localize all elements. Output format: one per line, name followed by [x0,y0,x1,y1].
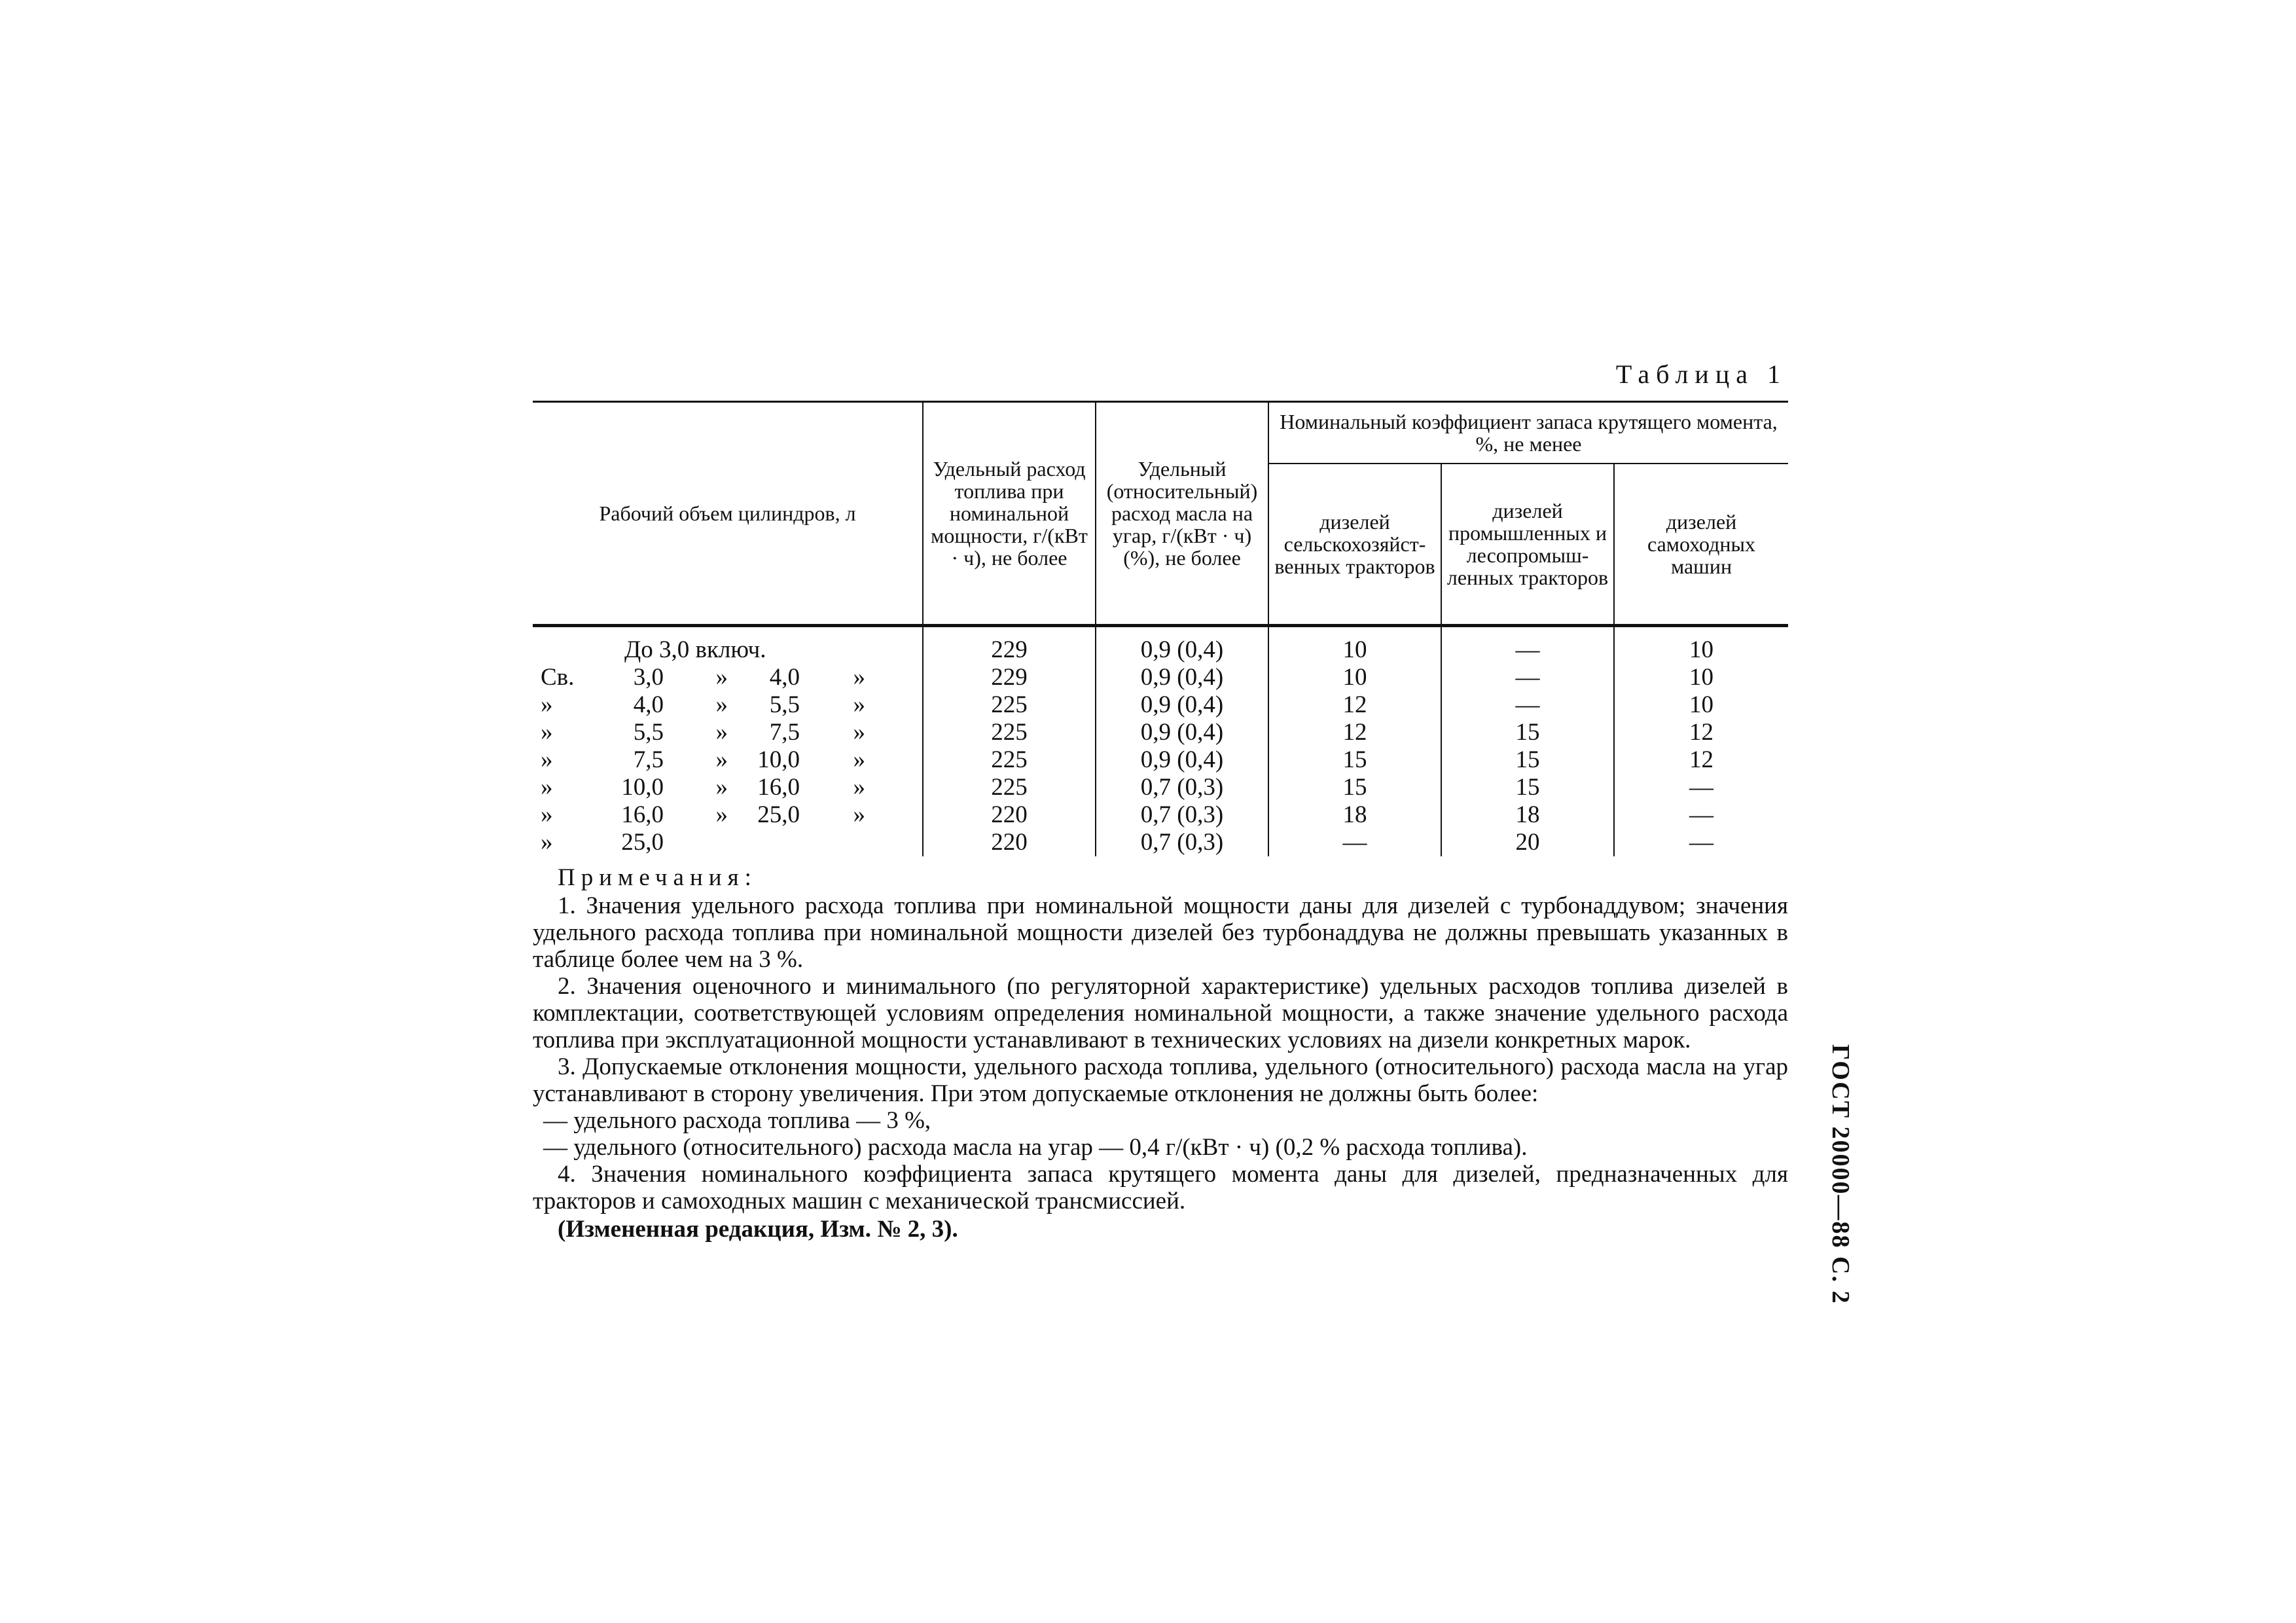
volume-from: 5,5 [633,719,664,746]
volume-cell [533,664,923,691]
volume-cell [533,801,923,829]
volume-to: 7,5 [769,719,800,746]
volume-prefix: » [541,719,553,746]
volume-prefix: » [541,691,553,718]
table-row [533,774,1788,801]
header-industrial: дизелей промышленных и лесопромыш-ленных тракторов [1441,464,1614,626]
volume-from: 16,0 [621,801,664,828]
volume-from: 7,5 [633,746,664,773]
fuel-cell: 225 [923,774,1096,801]
volume-from: 10,0 [621,774,664,801]
volume-cell [533,829,923,856]
volume-ditto: » [853,746,865,773]
specs-table [533,401,1788,856]
table-row [533,801,1788,829]
fuel-cell: 229 [923,664,1096,691]
volume-to: 25,0 [757,801,800,828]
oil-cell: 0,9 (0,4) [1096,746,1268,774]
volume-from: 4,0 [633,691,664,718]
header-oil: Удельный (относительный) расход масла на угар, г/(кВт · ч) (%), не более [1096,402,1268,626]
industrial-cell: — [1441,626,1614,665]
oil-cell: 0,9 (0,4) [1096,691,1268,719]
industrial-cell: 20 [1441,829,1614,856]
volume-sep: » [715,719,728,746]
volume-to: 16,0 [757,774,800,801]
selfpropelled-cell: — [1614,801,1788,829]
volume-cell [533,691,923,719]
volume-sep: » [715,664,728,691]
volume-cell [533,746,923,774]
agri-cell: 15 [1268,774,1441,801]
note-2: 2. Значения оценочного и минимального (по регуляторной характеристике) удельных расходов топлива дизелей в комплектации, соответствующей условиям определения номинальной мощности, а также значение удельного расхода топлива при эксплуатационной мощности устанавливают в технических условиях на дизели конкретных марок. [533,973,1788,1053]
volume-sep: » [715,746,728,773]
header-volume: Рабочий объем цилиндров, л [533,402,923,626]
table-row [533,719,1788,746]
volume-ditto: » [853,691,865,718]
industrial-cell: — [1441,691,1614,719]
agri-cell: 18 [1268,801,1441,829]
volume-prefix: » [541,746,553,773]
table-caption: Таблица 1 [1615,359,1787,389]
selfpropelled-cell: 10 [1614,626,1788,665]
agri-cell: 10 [1268,626,1441,665]
table-row [533,746,1788,774]
volume-range: До 3,0 включ. [624,636,766,663]
agri-cell: 12 [1268,719,1441,746]
volume-cell [533,774,923,801]
volume-cell [533,719,923,746]
selfpropelled-cell: 10 [1614,691,1788,719]
volume-ditto: » [853,774,865,801]
fuel-cell: 225 [923,719,1096,746]
table-row [533,664,1788,691]
agri-cell: 15 [1268,746,1441,774]
volume-sep: » [715,774,728,801]
note-3-item-oil: — удельного (относительного) расхода масла на угар — 0,4 г/(кВт · ч) (0,2 % расхода топлива). [543,1134,1528,1161]
fuel-cell: 225 [923,691,1096,719]
volume-from: 3,0 [633,664,664,691]
header-torque-group: Номинальный коэффициент запаса крутящего момента, %, не менее [1268,402,1788,464]
volume-prefix: » [541,801,553,828]
volume-sep: » [715,801,728,828]
standard-page-label: ГОСТ 20000—88 С. 2 [1827,1044,1854,1305]
volume-prefix: » [541,829,553,856]
selfpropelled-cell: — [1614,829,1788,856]
selfpropelled-cell: — [1614,774,1788,801]
volume-to: 5,5 [769,691,800,718]
selfpropelled-cell: 12 [1614,746,1788,774]
specs-table-wrapper [533,401,1788,856]
agri-cell: 10 [1268,664,1441,691]
notes-section [533,864,1788,1243]
fuel-cell: 225 [923,746,1096,774]
industrial-cell: — [1441,664,1614,691]
volume-ditto: » [853,664,865,691]
volume-prefix: Св. [541,664,575,691]
oil-cell: 0,7 (0,3) [1096,801,1268,829]
industrial-cell: 15 [1441,719,1614,746]
volume-ditto: » [853,719,865,746]
volume-sep: » [715,691,728,718]
volume-to: 10,0 [757,746,800,773]
oil-cell: 0,9 (0,4) [1096,626,1268,665]
selfpropelled-cell: 10 [1614,664,1788,691]
note-4: 4. Значения номинального коэффициента запаса крутящего момента даны для дизелей, предназначенных для тракторов и самоходных машин с механической трансмиссией. [533,1161,1788,1214]
industrial-cell: 15 [1441,774,1614,801]
table-row [533,626,1788,665]
volume-ditto: » [853,801,865,828]
note-3-item-fuel: — удельного расхода топлива — 3 %, [543,1107,931,1134]
note-3: 3. Допускаемые отклонения мощности, удельного расхода топлива, удельного (относительного) расхода масла на угар устанавливают в сторону увеличения. При этом допускаемые отклонения не должны быть более: [533,1053,1788,1107]
fuel-cell: 220 [923,801,1096,829]
agri-cell: 12 [1268,691,1441,719]
agri-cell: — [1268,829,1441,856]
industrial-cell: 15 [1441,746,1614,774]
industrial-cell: 18 [1441,801,1614,829]
selfpropelled-cell: 12 [1614,719,1788,746]
header-fuel: Удельный расход топлива при номинальной мощности, г/(кВт · ч), не более [923,402,1096,626]
oil-cell: 0,7 (0,3) [1096,774,1268,801]
oil-cell: 0,9 (0,4) [1096,719,1268,746]
fuel-cell: 229 [923,626,1096,665]
volume-from: 25,0 [621,829,664,856]
header-selfpropelled: дизелей самоходных машин [1614,464,1788,626]
oil-cell: 0,9 (0,4) [1096,664,1268,691]
volume-to: 4,0 [769,664,800,691]
edition-note: (Измененная редакция, Изм. № 2, 3). [558,1216,958,1243]
table-row [533,691,1788,719]
table-row [533,829,1788,856]
volume-cell [533,626,923,665]
fuel-cell: 220 [923,829,1096,856]
notes-title: Примечания: [558,864,757,891]
volume-prefix: » [541,774,553,801]
header-agri: дизелей сельскохозяйст-венных тракторов [1268,464,1441,626]
oil-cell: 0,7 (0,3) [1096,829,1268,856]
note-1: 1. Значения удельного расхода топлива при номинальной мощности даны для дизелей с турбонаддувом; значения удельного расхода топлива при номинальной мощности дизелей без турбонаддува не должны превышать указанных в таблице более чем на 3 %. [533,892,1788,973]
